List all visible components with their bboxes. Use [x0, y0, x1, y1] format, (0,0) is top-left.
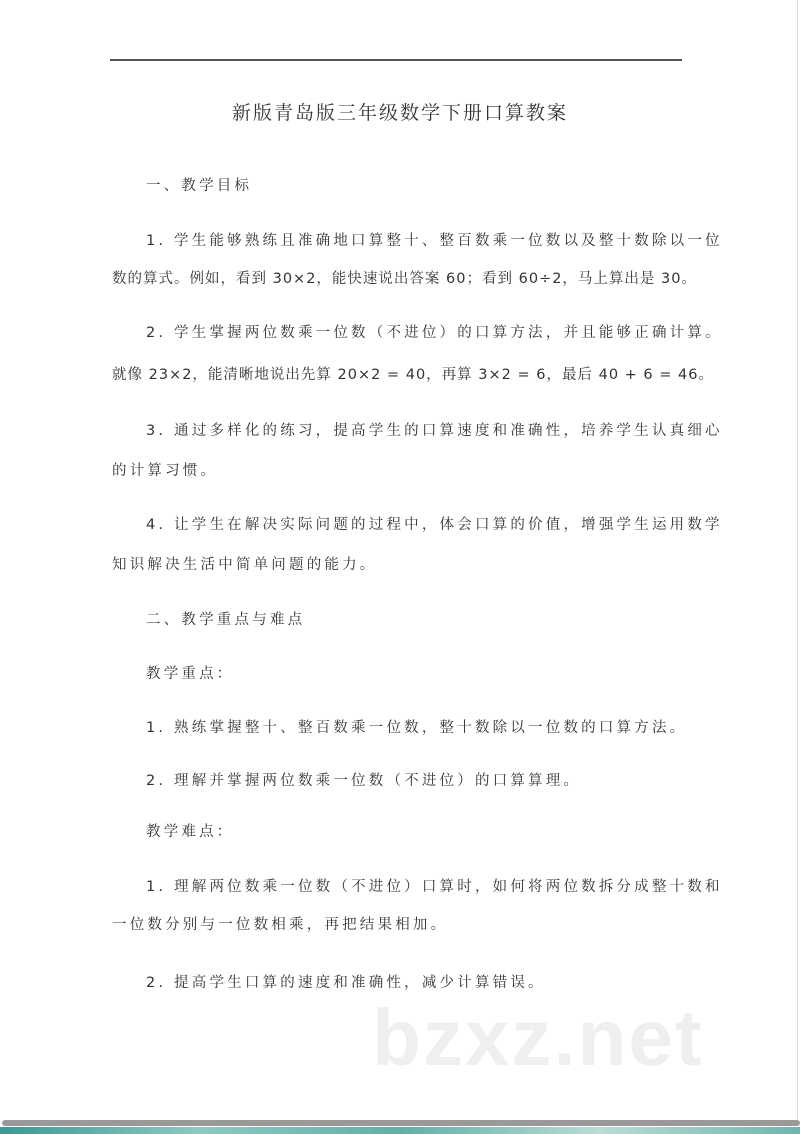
key-points-label: 教学重点：: [146, 666, 235, 682]
objective-2-line-2: 就像 23×2，能清晰地说出先算 20×2 = 40，再算 3×2 = 6，最后 40 + 6 = 46。: [112, 367, 714, 383]
difficulties-label: 教学难点：: [146, 824, 235, 840]
objective-3-line-2: 的计算习惯。: [112, 463, 219, 479]
watermark: bzxz.net: [372, 993, 704, 1082]
objective-4-line-1: 4. 让学生在解决实际问题的过程中，体会口算的价值，增强学生运用数学: [146, 517, 723, 533]
objective-4-line-2: 知识解决生活中简单问题的能力。: [112, 557, 378, 573]
objective-3-line-1: 3. 通过多样化的练习，提高学生的口算速度和准确性，培养学生认真细心: [146, 423, 723, 439]
objective-2-line-1: 2. 学生掌握两位数乘一位数（不进位）的口算方法，并且能够正确计算。: [146, 325, 723, 341]
difficulty-1-line-1: 1. 理解两位数乘一位数（不进位）口算时，如何将两位数拆分成整十数和: [146, 879, 723, 895]
horizontal-scrollbar[interactable]: [2, 1120, 800, 1126]
section-heading: 一、教学目标: [146, 178, 253, 194]
difficulty-1-line-2: 一位数分别与一位数相乘，再把结果相加。: [112, 917, 449, 933]
objective-1-line-1: 1. 学生能够熟练且准确地口算整十、整百数乘一位数以及整十数除以一位: [146, 233, 723, 249]
section-heading: 二、教学重点与难点: [146, 612, 306, 628]
difficulty-2: 2. 提高学生口算的速度和准确性，减少计算错误。: [146, 975, 546, 991]
background-strip: [0, 1127, 800, 1134]
header-rule: [110, 59, 682, 61]
document-title: 新版青岛版三年级数学下册口算教案: [231, 102, 568, 124]
page-edge: [797, 0, 798, 1120]
objective-1-line-2: 数的算式。例如，看到 30×2，能快速说出答案 60；看到 60÷2，马上算出是 30。: [112, 271, 697, 287]
key-point-1: 1. 熟练掌握整十、整百数乘一位数，整十数除以一位数的口算方法。: [146, 720, 688, 736]
key-point-2: 2. 理解并掌握两位数乘一位数（不进位）的口算算理。: [146, 773, 582, 789]
